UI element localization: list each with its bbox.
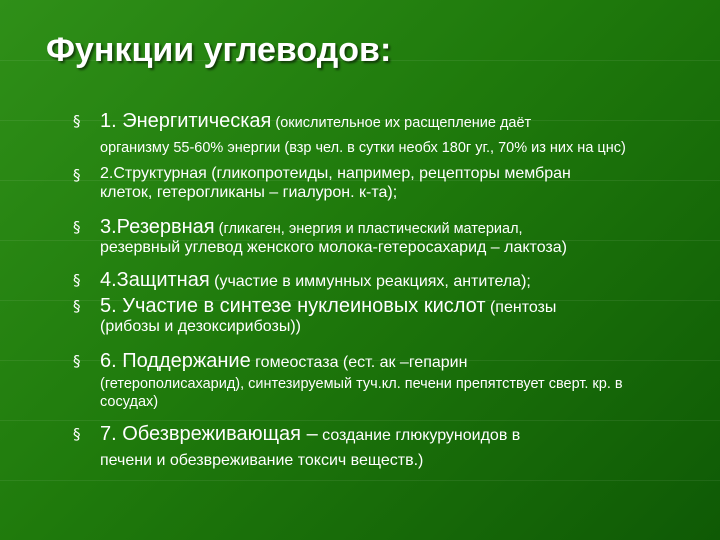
list-item (73, 164, 673, 204)
item-continuation: печени и обезвреживание токсич веществ.) (100, 452, 424, 470)
list-item (73, 423, 673, 472)
bullet-icon: § (73, 297, 81, 316)
background-line (0, 480, 720, 481)
item-continuation: организму 55-60% энергии (взр чел. в сутки необх 180г уг., 70% из них на цнс) (100, 140, 626, 157)
item-continuation: (рибозы и дезоксирибозы)) (100, 318, 301, 336)
item-heading: 6. Поддержание (100, 350, 251, 373)
bullet-icon: § (73, 425, 81, 444)
item-heading: 1. Энергитическая (100, 110, 272, 132)
list-item (73, 269, 673, 291)
item-heading: 3.Резервная (100, 215, 215, 238)
item-text: (окислительное их расщепление даёт (271, 115, 532, 131)
item-text: создание глюкуруноидов в (317, 427, 521, 445)
list-item (73, 110, 673, 158)
item-continuation: (гетерополисахарид), синтезируемый туч.кл. печени препятствует сверт. кр. в сосудах) (100, 376, 623, 410)
bullet-icon: § (73, 352, 81, 371)
item-heading: 7. Обезвреживающая – (100, 423, 318, 446)
item-continuation: клеток, гетерогликаны – гиалурон. к-та); (100, 183, 398, 201)
slide-title: Функции углеводов: (46, 31, 392, 69)
item-text: (гликаген, энергия и пластический материал, (214, 220, 523, 237)
item-text: гомеостаза (ест. ак –гепарин (250, 354, 468, 372)
item-text: (пентозы (485, 299, 557, 317)
list-item (73, 216, 673, 259)
item-heading: 5. Участие в синтезе нуклеиновых кислот (100, 295, 486, 318)
bullet-icon: § (73, 270, 81, 289)
list-item (73, 350, 673, 411)
item-text: (участие в иммунных реакциях, антитела); (209, 272, 531, 290)
item-text: (гликопротеиды, например, рецепторы мембран (206, 164, 571, 182)
item-heading: 2.Структурная (100, 164, 207, 182)
bullet-icon: § (73, 112, 81, 130)
item-heading: 4.Защитная (100, 268, 210, 291)
bullet-list (73, 110, 673, 472)
bullet-icon: § (73, 217, 81, 236)
item-continuation: резервный углевод женского молока-гетеросахарид – лактоза) (100, 239, 567, 257)
list-item (73, 295, 673, 338)
bullet-icon: § (73, 165, 81, 184)
